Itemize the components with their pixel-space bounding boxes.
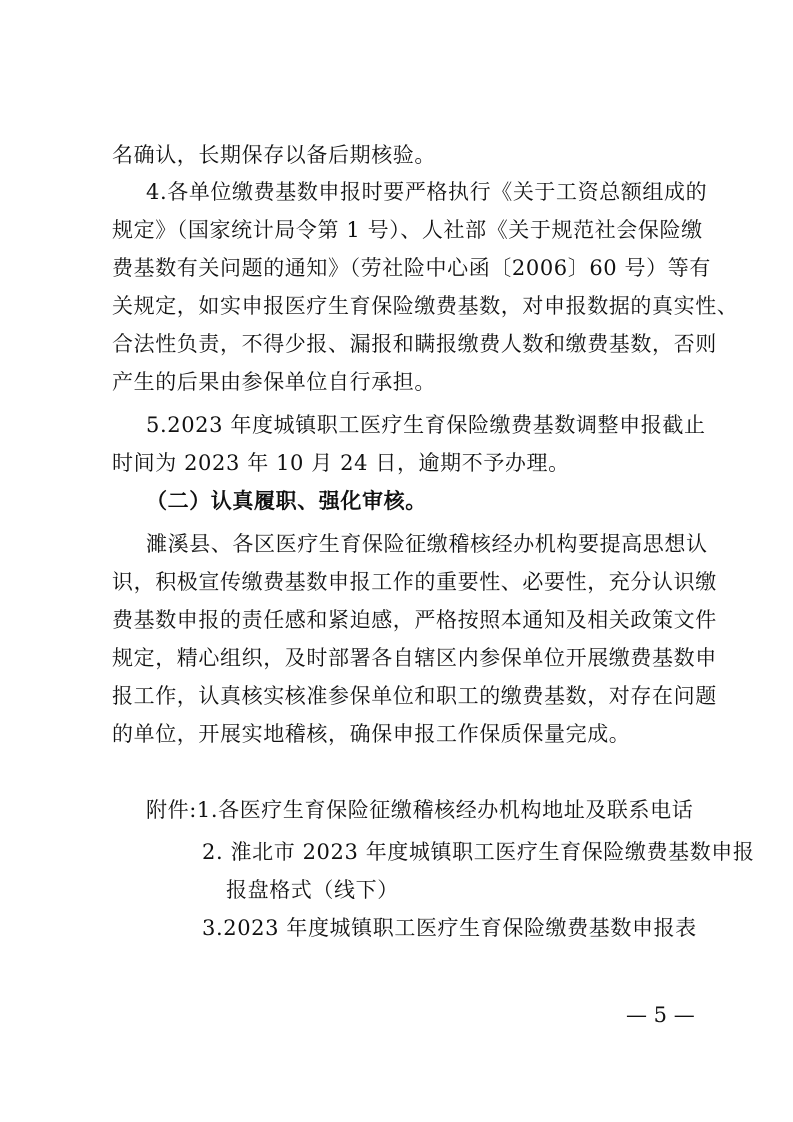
attachment-item: 3.2023 年度城镇职工医疗生育保险缴费基数申报表 (202, 916, 697, 940)
paragraph-line: 规定》（国家统计局令第 1 号）、人社部《关于规范社会保险缴 (112, 218, 703, 242)
paragraph-line: 4.各单位缴费基数申报时要严格执行《关于工资总额组成的 (146, 180, 708, 204)
paragraph-line: 濉溪县、各区医疗生育保险征缴稽核经办机构要提高思想认 (146, 532, 708, 556)
paragraph-line: 关规定，如实申报医疗生育保险缴费基数，对申报数据的真实性、 (112, 294, 739, 318)
paragraph-line: 识，积极宣传缴费基数申报工作的重要性、必要性，充分认识缴 (112, 570, 717, 594)
attachment-item: 附件:1.各医疗生育保险征缴稽核经办机构地址及联系电话 (146, 798, 694, 822)
page-number: — 5 — (626, 1003, 695, 1027)
paragraph-line: 产生的后果由参保单位自行承担。 (112, 370, 436, 394)
paragraph-line: 规定，精心组织，及时部署各自辖区内参保单位开展缴费基数申 (112, 646, 717, 670)
paragraph-line: 名确认，长期保存以备后期核验。 (112, 143, 436, 167)
attachment-item: 2. 淮北市 2023 年度城镇职工医疗生育保险缴费基数申报 (202, 840, 755, 864)
paragraph-line: 报工作，认真核实核准参保单位和职工的缴费基数，对存在问题 (112, 684, 717, 708)
paragraph-line: 费基数申报的责任感和紧迫感，严格按照本通知及相关政策文件 (112, 608, 717, 632)
attachment-item-continuation: 报盘格式（线下） (226, 878, 399, 902)
paragraph-line: 时间为 2023 年 10 月 24 日，逾期不予办理。 (112, 451, 570, 475)
paragraph-line: 的单位，开展实地稽核，确保申报工作保质保量完成。 (112, 722, 631, 746)
paragraph-line: 合法性负责，不得少报、漏报和瞒报缴费人数和缴费基数，否则 (112, 332, 717, 356)
paragraph-line: 5.2023 年度城镇职工医疗生育保险缴费基数调整申报截止 (146, 413, 706, 437)
section-heading: （二）认真履职、强化审核。 (146, 488, 427, 513)
paragraph-line: 费基数有关问题的通知》（劳社险中心函〔2006〕60 号）等有 (112, 256, 711, 280)
